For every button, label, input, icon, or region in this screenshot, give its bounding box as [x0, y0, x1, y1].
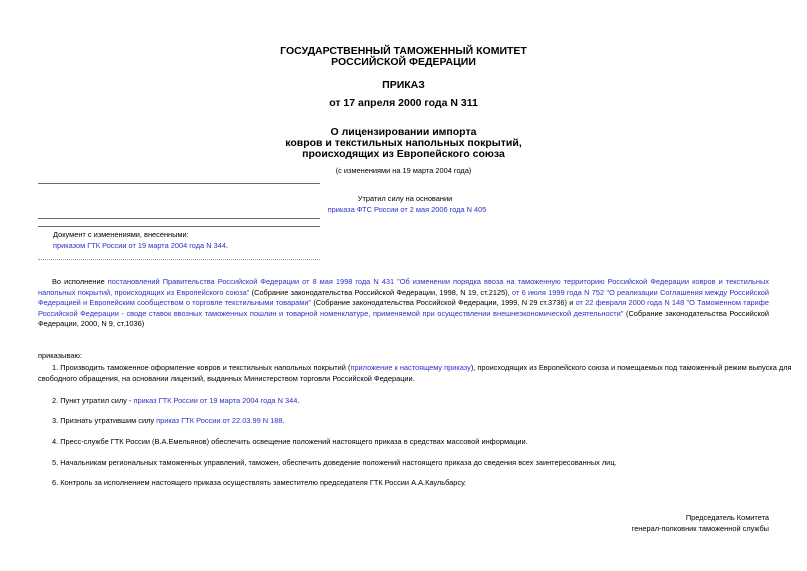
amended-doc-end: . [225, 241, 229, 250]
item-2-text: 2. Пункт утратил силу - [52, 396, 134, 405]
item-3-end: . [282, 416, 285, 425]
separator-line [38, 218, 320, 219]
item-1-text: ), происходящих из Европейского союза и помещаемых под таможенный режим выпуска для [470, 363, 792, 372]
item-1-link[interactable]: приложение к настоящему приказу [350, 363, 471, 372]
preamble-text: (Собрание законодательства Российской Федерации, 2000, N 9, ст.1036) [38, 308, 769, 329]
agency-name-line2: РОССИЙСКОЙ ФЕДЕРАЦИИ [331, 56, 476, 68]
document-date-number: от 17 апреля 2000 года N 311 [329, 97, 478, 109]
preamble-link-decree-752[interactable]: от 6 июля 1999 года N 752 "О реализации Соглашения между Российской Федерацией и Европейским сообществом о торговле текстильными товарами" [38, 287, 770, 308]
item-5: 5. Начальникам региональных таможенных управлений, таможен, обеспечить доведение положений настоящего приказа до сведения всех заинтересованных лиц. [52, 458, 617, 467]
item-2 [52, 396, 299, 407]
signature-title: Председатель Комитета [685, 513, 769, 522]
separator-line [38, 183, 320, 184]
preamble-link-decree-148[interactable]: от 22 февраля 2000 года N 148 "О Таможенном тарифе Российской Федерации - своде ставок ввозных таможенных пошлин и товарной номенклатуре, применяемой при осуществлении внешнеэкономической деятельности" [38, 298, 769, 318]
repeal-link[interactable]: приказа ФТС России от 2 мая 2006 года N 405 [327, 205, 487, 214]
item-2-link[interactable]: приказ ГТК России от 19 марта 2004 года N 344 [133, 396, 298, 405]
preamble-link-decree-431[interactable]: постановлений Правительства Российской Федерации от 8 мая 1998 года N 431 "Об изменении порядка ввоза на таможенную территорию Российской Федерации ковров и текстильных напольных покрытий, происходящих из Европейского союза" [38, 277, 769, 297]
amended-doc-text: Документ с изменениями, внесенными: [53, 230, 189, 239]
item-3-link[interactable]: приказ ГТК России от 22.03.99 N 188 [156, 416, 283, 425]
signature-rank: генерал-полковник таможенной службы [631, 524, 769, 533]
preamble-text: Во исполнение [52, 277, 108, 286]
document-title-line2: ковров и текстильных напольных покрытий, [285, 137, 522, 149]
dotted-separator [38, 259, 320, 260]
item-2-end: . [297, 396, 300, 405]
document-title-line3: происходящих из Европейского союза [302, 148, 505, 160]
preamble-text: (Собрание законодательства Российской Федерации, 1999, N 29 ст.3736) и [311, 298, 576, 308]
order-word: приказываю: [38, 351, 82, 360]
amended-doc-line [53, 241, 228, 251]
document-type: ПРИКАЗ [382, 79, 425, 91]
item-1-line2: свободного обращения, на основании лицензий, выданных Министерством торговли Российской Федерации. [38, 374, 415, 383]
repeal-text: Утратил силу на основании [357, 194, 453, 203]
item-3-text: 3. Признать утратившим силу [52, 416, 157, 425]
item-6: 6. Контроль за исполнением настоящего приказа осуществлять заместителю председателя ГТК России А.А.Каульбарсу. [52, 478, 467, 487]
document-title-line1: О лицензировании импорта [330, 126, 477, 138]
preamble-paragraph [38, 277, 769, 330]
item-3 [52, 416, 285, 427]
separator-line [38, 226, 320, 227]
item-4: 4. Пресс-службе ГТК России (В.А.Емельянов) обеспечить освещение положений настоящего приказа в средствах массовой информации. [52, 437, 528, 446]
amended-doc-link[interactable]: приказом ГТК России от 19 марта 2004 года N 344 [53, 241, 226, 250]
item-1-text: 1. Производить таможенное оформление ковров и текстильных напольных покрытий ( [52, 363, 351, 372]
amendment-note: (с изменениями на 19 марта 2004 года) [335, 166, 472, 175]
agency-name-line1: ГОСУДАРСТВЕННЫЙ ТАМОЖЕННЫЙ КОМИТЕТ [280, 45, 527, 57]
item-1-line1 [52, 363, 792, 374]
preamble-text: (Собрание законодательства Российской Федерации, 1998, N 19, ст.2125), [249, 287, 512, 297]
